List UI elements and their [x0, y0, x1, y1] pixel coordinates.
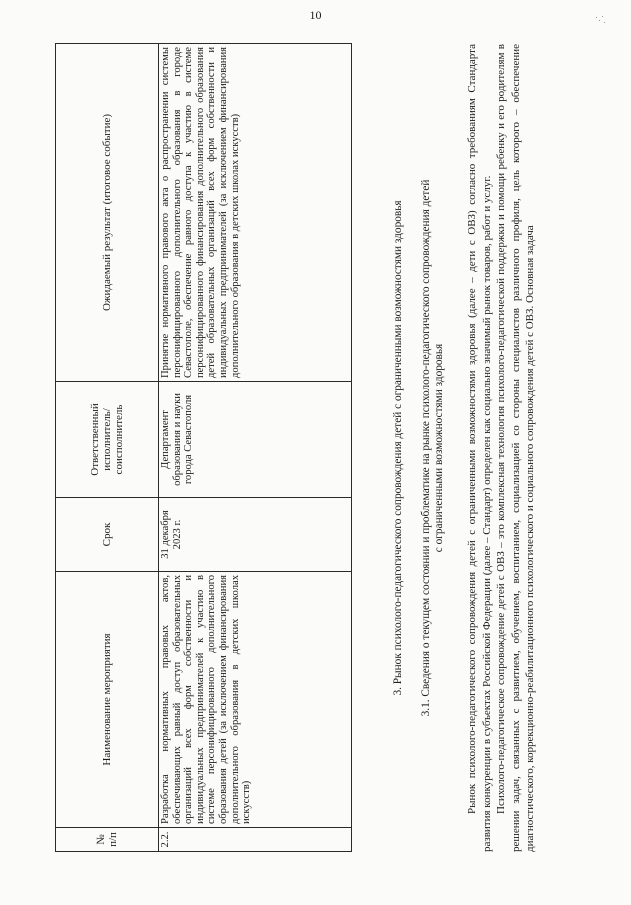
paragraph-1: Рынок психолого-педагогического сопровождения детей с ограниченными возможностями здоровья (далее – дети с ОВЗ) согласно требованиям Стандарта развития конкуренции в субъектах Российской Федерации (далее – Стандарт) определен как социально значимый рынок товаров, работ и услуг.: [466, 44, 493, 852]
section-3-1-title: [420, 44, 446, 852]
header-term: Срок: [56, 498, 159, 572]
paragraph-2: Психолого-педагогическое сопровождение детей с ОВЗ – это комплексная технология психолого-педагогической поддержки и помощи ребенку и его родителям в решении задач, связанных с развитием, обучением, воспитанием, социализацией со стороны специалистов различного профиля, цель которого – обеспечение диагностического, коррекционно-реабилитационного психологического и социального сопровождения детей с ОВЗ. Основная задача: [495, 44, 536, 852]
measures-table: [55, 43, 352, 852]
cell-num: 2.2.: [159, 828, 352, 852]
rotated-page-content: [0, 10, 600, 870]
body-text: [465, 44, 538, 852]
section-3-1-title-line2: с ограниченными возможностями здоровья: [433, 343, 445, 553]
cell-result: Принятие нормативного правового акта о распространении системы персонифицированного дополнительного образования в городе Севастополе, обеспечение равного доступа к участию в системе персонифицированного финансирования дополнительного образования детей образовательных организаций всех форм собственности и индивидуальных предпринимателей (за исключением финансирования дополнительного образования в детских школах искусств): [159, 44, 352, 382]
page-number: 10: [309, 8, 322, 22]
header-num: № п/п: [56, 828, 159, 852]
cell-name: Разработка нормативных правовых актов, обеспечивающих равный доступ образовательных организаций всех форм собственности и индивидуальных предпринимателей к участию в системе персонифицированного дополнительного образования детей (за исключением финансирования дополнительного образования в детских школах искусств): [159, 572, 352, 828]
cell-term: 31 декабря 2023 г.: [159, 498, 352, 572]
header-name: Наименование мероприятия: [56, 572, 159, 828]
section-3-1-title-line1: 3.1. Сведения о текущем состоянии и проблематике на рынке психолого-педагогического сопровождения детей: [420, 179, 432, 717]
cell-responsible: Департамент образования и науки города Севастополя: [159, 382, 352, 498]
table-row: [159, 44, 352, 852]
header-result: Ожидаемый результат (итоговое событие): [56, 44, 159, 382]
table-header-row: [56, 44, 159, 852]
header-responsible: Ответственный исполнитель/ соисполнитель: [56, 382, 159, 498]
section-3-title: 3. Рынок психолого-педагогического сопровождения детей с ограниченными возможностями здоровья: [392, 200, 404, 696]
